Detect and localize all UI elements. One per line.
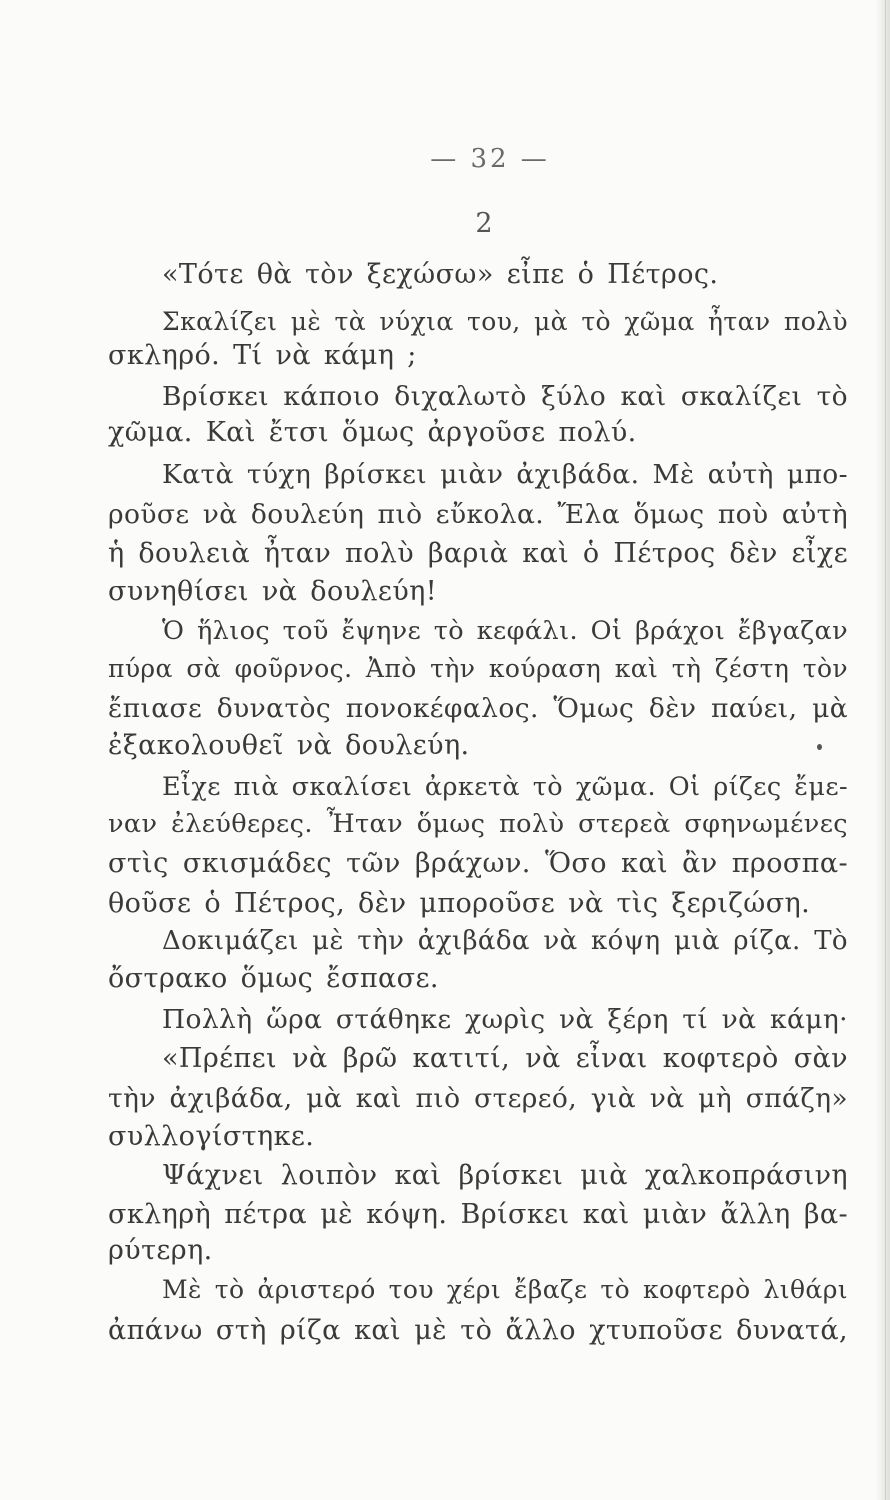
text-line: Δοκιμάζει μὲ τὴν ἀχιβάδα νὰ κόψη μιὰ ρίζα. Τὸ xyxy=(162,926,848,956)
text-line: συνηθίσει νὰ δουλεύη! xyxy=(108,576,437,607)
text-line: στὶς σκισμάδες τῶν βράχων. Ὅσο καὶ ἂν προσπα- xyxy=(108,848,848,879)
text-line: πύρα σὰ φοῦρνος. Ἀπὸ τὴν κούραση καὶ τὴ ζέστη τὸν xyxy=(108,654,848,683)
section-number: 2 xyxy=(475,208,493,239)
page-number: — 32 — xyxy=(430,144,550,174)
text-line: Ψάχνει λοιπὸν καὶ βρίσκει μιὰ χαλκοπράσινη xyxy=(162,1160,848,1191)
text-line: Μὲ τὸ ἀριστερό του χέρι ἔβαζε τὸ κοφτερὸ λιθάρι xyxy=(162,1275,848,1304)
text-line: ἐξακολουθεῖ νὰ δουλεύη. xyxy=(108,730,470,761)
text-line: συλλογίστηκε. xyxy=(108,1121,315,1152)
text-line: ἡ δουλειὰ ἦταν πολὺ βαριὰ καὶ ὁ Πέτρος δὲν εἶχε xyxy=(108,538,848,569)
ink-speck xyxy=(817,744,822,750)
text-line: θοῦσε ὁ Πέτρος, δὲν μποροῦσε νὰ τὶς ξεριζώση. xyxy=(108,888,811,919)
text-line: ρύτερη. xyxy=(108,1235,213,1266)
text-line: «Πρέπει νὰ βρῶ κατιτί, νὰ εἶναι κοφτερὸ σὰν xyxy=(162,1043,848,1074)
text-line: τὴν ἀχιβάδα, μὰ καὶ πιὸ στερεό, γιὰ νὰ μὴ σπάζη» xyxy=(108,1083,848,1114)
text-line: ροῦσε νὰ δουλεύη πιὸ εὔκολα. Ἔλα ὅμως ποὺ αὐτὴ xyxy=(108,499,848,530)
text-line: ἀπάνω στὴ ρίζα καὶ μὲ τὸ ἄλλο χτυποῦσε δυνατά, xyxy=(108,1315,848,1346)
text-line: Πολλὴ ὥρα στάθηκε χωρὶς νὰ ξέρη τί νὰ κάμη· xyxy=(162,1004,848,1035)
text-line: Εἶχε πιὰ σκαλίσει ἀρκετὰ τὸ χῶμα. Οἱ ρίζες ἔμε- xyxy=(162,772,848,802)
text-line: Ὁ ἥλιος τοῦ ἔψηνε τὸ κεφάλι. Οἱ βράχοι ἔβγαζαν xyxy=(162,616,848,646)
text-line: ναν ἐλεύθερες. Ἦταν ὅμως πολὺ στερεὰ σφηνωμένες xyxy=(108,809,848,839)
text-line: χῶμα. Καὶ ἔτσι ὅμως ἀργοῦσε πολύ. xyxy=(108,417,637,448)
text-line: Κατὰ τύχη βρίσκει μιὰν ἀχιβάδα. Μὲ αὐτὴ μπο- xyxy=(162,459,848,490)
text-line: σκληρό. Τί νὰ κάμη ; xyxy=(108,340,417,371)
text-line: ὄστρακο ὅμως ἔσπασε. xyxy=(108,963,439,994)
text-line: Βρίσκει κάποιο διχαλωτὸ ξύλο καὶ σκαλίζει τὸ xyxy=(162,381,848,412)
text-line: «Τότε θὰ τὸν ξεχώσω» εἶπε ὁ Πέτρος. xyxy=(162,259,719,290)
text-line: Σκαλίζει μὲ τὰ νύχια του, μὰ τὸ χῶμα ἦταν πολὺ xyxy=(162,307,848,336)
text-line: ἔπιασε δυνατὸς πονοκέφαλος. Ὅμως δὲν παύει, μὰ xyxy=(108,693,848,724)
text-line: σκληρὴ πέτρα μὲ κόψη. Βρίσκει καὶ μιὰν ἄλλη βα- xyxy=(108,1199,848,1230)
